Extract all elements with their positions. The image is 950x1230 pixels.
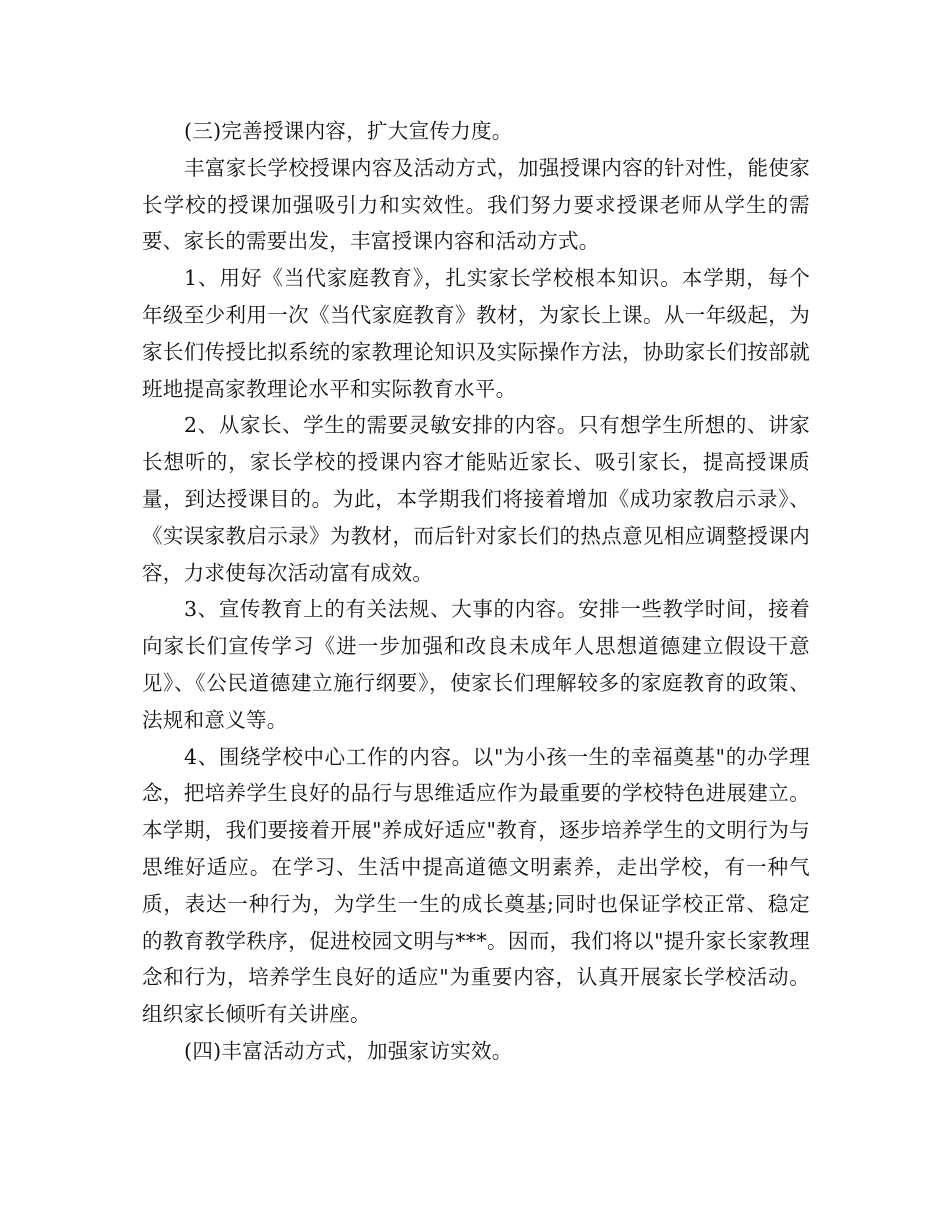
section-heading-4: (四)丰富活动方式，加强家访实效。 — [184, 1038, 513, 1063]
paragraph-item-2: 2、从家长、学生的需要灵敏安排的内容。只有想学生所想的、讲家长想听的，家长学校的授课内容才能贴近家长、吸引家长，提高授课质量，到达授课目的。为此，本学期我们将接着增加《成功家教启示录》、《实误家教启示录》为教材，而后针对家长们的热点意见相应调整授课内容，力求使每次活动富有成效。 — [142, 413, 810, 585]
document-page — [142, 113, 810, 1070]
paragraph-item-3: 3、宣传教育上的有关法规、大事的内容。安排一些教学时间，接着向家长们宣传学习《进一步加强和改良未成年人思想道德建立假设干意见》、《公民道德建立施行纲要》，使家长们理解较多的家庭教育的政策、法规和意义等。 — [142, 597, 810, 732]
paragraph-item-4: 4、围绕学校中心工作的内容。以"为小孩一生的幸福奠基"的办学理念，把培养学生良好的品行与思维适应作为最重要的学校特色进展建立。本学期，我们要接着开展"养成好适应"教育，逐步培养学生的文明行为与思维好适应。在学习、生活中提高道德文明素养，走出学校，有一种气质，表达一种行为，为学生一生的成长奠基;同时也保证学校正常、稳定的教育教学秩序，促进校园文明与***。因而，我们将以"提升家长家教理念和行为，培养学生良好的适应"为重要内容，认真开展家长学校活动。组织家长倾听有关讲座。 — [142, 744, 810, 1027]
paragraph-item-1: 1、用好《当代家庭教育》，扎实家长学校根本知识。本学期，每个年级至少利用一次《当代家庭教育》教材，为家长上课。从一年级起，为家长们传授比拟系统的家教理论知识及实际操作方法，协助家长们按部就班地提高家教理论水平和实际教育水平。 — [142, 266, 810, 401]
section-heading-3: (三)完善授课内容，扩大宣传力度。 — [184, 119, 513, 143]
paragraph-intro: 丰富家长学校授课内容及活动方式，加强授课内容的针对性，能使家长学校的授课加强吸引力和实效性。我们努力要求授课老师从学生的需要、家长的需要出发，丰富授课内容和活动方式。 — [142, 155, 810, 254]
